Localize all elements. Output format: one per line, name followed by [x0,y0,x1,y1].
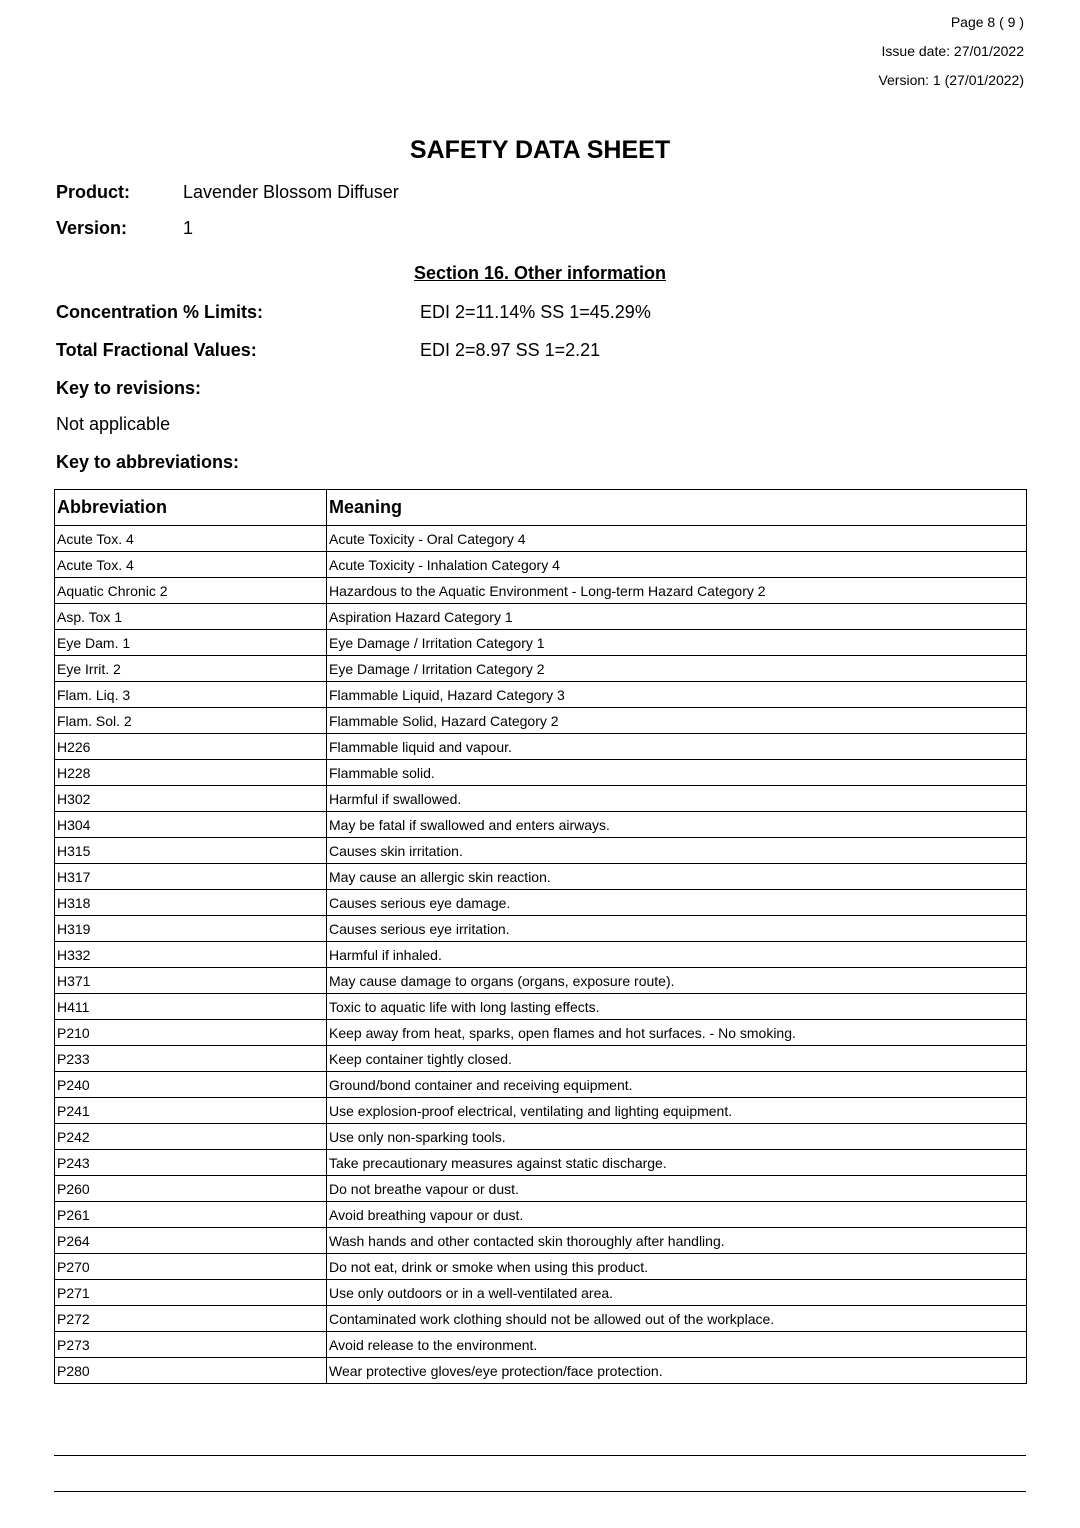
concentration-label: Concentration % Limits: [56,302,264,322]
table-row [55,890,1027,916]
meaning-cell: May cause an allergic skin reaction. [327,864,1027,890]
abbreviation-cell: H315 [55,838,327,864]
table-row [55,578,1027,604]
table-row [55,1150,1027,1176]
abbreviation-cell: H318 [55,890,327,916]
abbreviation-cell: P241 [55,1098,327,1124]
abbreviation-cell: H228 [55,760,327,786]
page-number: Page 8 ( 9 ) [950,14,1024,30]
table-row [55,916,1027,942]
table-row [55,1072,1027,1098]
table-header-row [55,490,1027,526]
meaning-cell: Toxic to aquatic life with long lasting effects. [327,994,1027,1020]
table-row [55,1098,1027,1124]
abbreviation-cell: H411 [55,994,327,1020]
abbreviation-cell: H319 [55,916,327,942]
table-row [55,734,1027,760]
meaning-cell: Aspiration Hazard Category 1 [327,604,1027,630]
meaning-cell: Ground/bond container and receiving equipment. [327,1072,1027,1098]
revisions-label: Key to revisions: [56,378,202,398]
table-row [55,760,1027,786]
version-label: Version: [56,218,128,238]
product-value: Lavender Blossom Diffuser [183,182,399,202]
issue-date: Issue date: 27/01/2022 [881,43,1024,59]
table-row [55,1176,1027,1202]
section-title: Section 16. Other information [413,263,667,283]
meaning-cell: Eye Damage / Irritation Category 1 [327,630,1027,656]
table-row [55,1306,1027,1332]
meaning-cell: Acute Toxicity - Inhalation Category 4 [327,552,1027,578]
column-header-abbreviation: Abbreviation [55,490,327,526]
abbreviation-cell: H302 [55,786,327,812]
meaning-cell: Flammable liquid and vapour. [327,734,1027,760]
abbreviation-cell: Flam. Liq. 3 [55,682,327,708]
table-row [55,786,1027,812]
table-row [55,838,1027,864]
meaning-cell: Hazardous to the Aquatic Environment - Long-term Hazard Category 2 [327,578,1027,604]
abbreviation-cell: P233 [55,1046,327,1072]
abbreviation-cell: P264 [55,1228,327,1254]
abbreviation-cell: P210 [55,1020,327,1046]
abbreviation-cell: P280 [55,1358,327,1384]
version-date: Version: 1 (27/01/2022) [878,72,1024,88]
meaning-cell: Use explosion-proof electrical, ventilating and lighting equipment. [327,1098,1027,1124]
table-row [55,864,1027,890]
abbreviation-cell: Eye Dam. 1 [55,630,327,656]
column-header-meaning: Meaning [327,490,1027,526]
abbreviations-table [54,489,1027,1384]
abbreviation-cell: P243 [55,1150,327,1176]
footer-divider-top [54,1455,1026,1456]
meaning-cell: Harmful if inhaled. [327,942,1027,968]
abbreviation-cell: Acute Tox. 4 [55,526,327,552]
fractional-label: Total Fractional Values: [56,340,257,360]
abbreviation-cell: H304 [55,812,327,838]
meaning-cell: Eye Damage / Irritation Category 2 [327,656,1027,682]
table-row [55,1202,1027,1228]
table-row [55,1124,1027,1150]
abbreviation-cell: H371 [55,968,327,994]
footer-divider-bottom [54,1491,1026,1492]
table-row [55,1254,1027,1280]
meaning-cell: May be fatal if swallowed and enters airways. [327,812,1027,838]
meaning-cell: Avoid breathing vapour or dust. [327,1202,1027,1228]
concentration-value: EDI 2=11.14% SS 1=45.29% [420,302,651,322]
table-row [55,1020,1027,1046]
table-row [55,708,1027,734]
table-body [55,526,1027,1384]
table-row [55,604,1027,630]
table-row [55,682,1027,708]
abbreviation-cell: H317 [55,864,327,890]
table-row [55,526,1027,552]
meaning-cell: Do not breathe vapour or dust. [327,1176,1027,1202]
meaning-cell: Acute Toxicity - Oral Category 4 [327,526,1027,552]
meaning-cell: Do not eat, drink or smoke when using this product. [327,1254,1027,1280]
abbreviation-cell: P261 [55,1202,327,1228]
abbreviation-cell: Aquatic Chronic 2 [55,578,327,604]
table-row [55,1046,1027,1072]
table-row [55,630,1027,656]
abbreviation-cell: Flam. Sol. 2 [55,708,327,734]
table-row [55,968,1027,994]
meaning-cell: Harmful if swallowed. [327,786,1027,812]
version-value: 1 [183,218,194,238]
table-row [55,552,1027,578]
document-title: SAFETY DATA SHEET [409,136,671,164]
meaning-cell: Causes serious eye irritation. [327,916,1027,942]
abbreviation-cell: P271 [55,1280,327,1306]
product-label: Product: [56,182,130,202]
meaning-cell: Keep away from heat, sparks, open flames and hot surfaces. - No smoking. [327,1020,1027,1046]
abbreviation-cell: Acute Tox. 4 [55,552,327,578]
table-row [55,1280,1027,1306]
meaning-cell: Flammable Solid, Hazard Category 2 [327,708,1027,734]
table-row [55,1228,1027,1254]
meaning-cell: Flammable Liquid, Hazard Category 3 [327,682,1027,708]
table-row [55,942,1027,968]
abbreviations-label: Key to abbreviations: [56,452,240,472]
meaning-cell: May cause damage to organs (organs, exposure route). [327,968,1027,994]
abbreviation-cell: P260 [55,1176,327,1202]
table-row [55,1358,1027,1384]
abbreviation-cell: P272 [55,1306,327,1332]
revisions-value: Not applicable [56,414,171,434]
abbreviation-cell: P270 [55,1254,327,1280]
abbreviation-cell: P240 [55,1072,327,1098]
meaning-cell: Wear protective gloves/eye protection/face protection. [327,1358,1027,1384]
meaning-cell: Avoid release to the environment. [327,1332,1027,1358]
table-row [55,812,1027,838]
meaning-cell: Causes skin irritation. [327,838,1027,864]
abbreviation-cell: P273 [55,1332,327,1358]
abbreviation-cell: Eye Irrit. 2 [55,656,327,682]
meaning-cell: Wash hands and other contacted skin thoroughly after handling. [327,1228,1027,1254]
meaning-cell: Use only outdoors or in a well-ventilated area. [327,1280,1027,1306]
meaning-cell: Take precautionary measures against static discharge. [327,1150,1027,1176]
abbreviation-cell: H332 [55,942,327,968]
table-row [55,656,1027,682]
abbreviation-cell: H226 [55,734,327,760]
table-row [55,994,1027,1020]
meaning-cell: Causes serious eye damage. [327,890,1027,916]
meaning-cell: Keep container tightly closed. [327,1046,1027,1072]
abbreviation-cell: Asp. Tox 1 [55,604,327,630]
meaning-cell: Use only non-sparking tools. [327,1124,1027,1150]
meaning-cell: Contaminated work clothing should not be allowed out of the workplace. [327,1306,1027,1332]
meaning-cell: Flammable solid. [327,760,1027,786]
abbreviation-cell: P242 [55,1124,327,1150]
fractional-value: EDI 2=8.97 SS 1=2.21 [420,340,601,360]
table-row [55,1332,1027,1358]
